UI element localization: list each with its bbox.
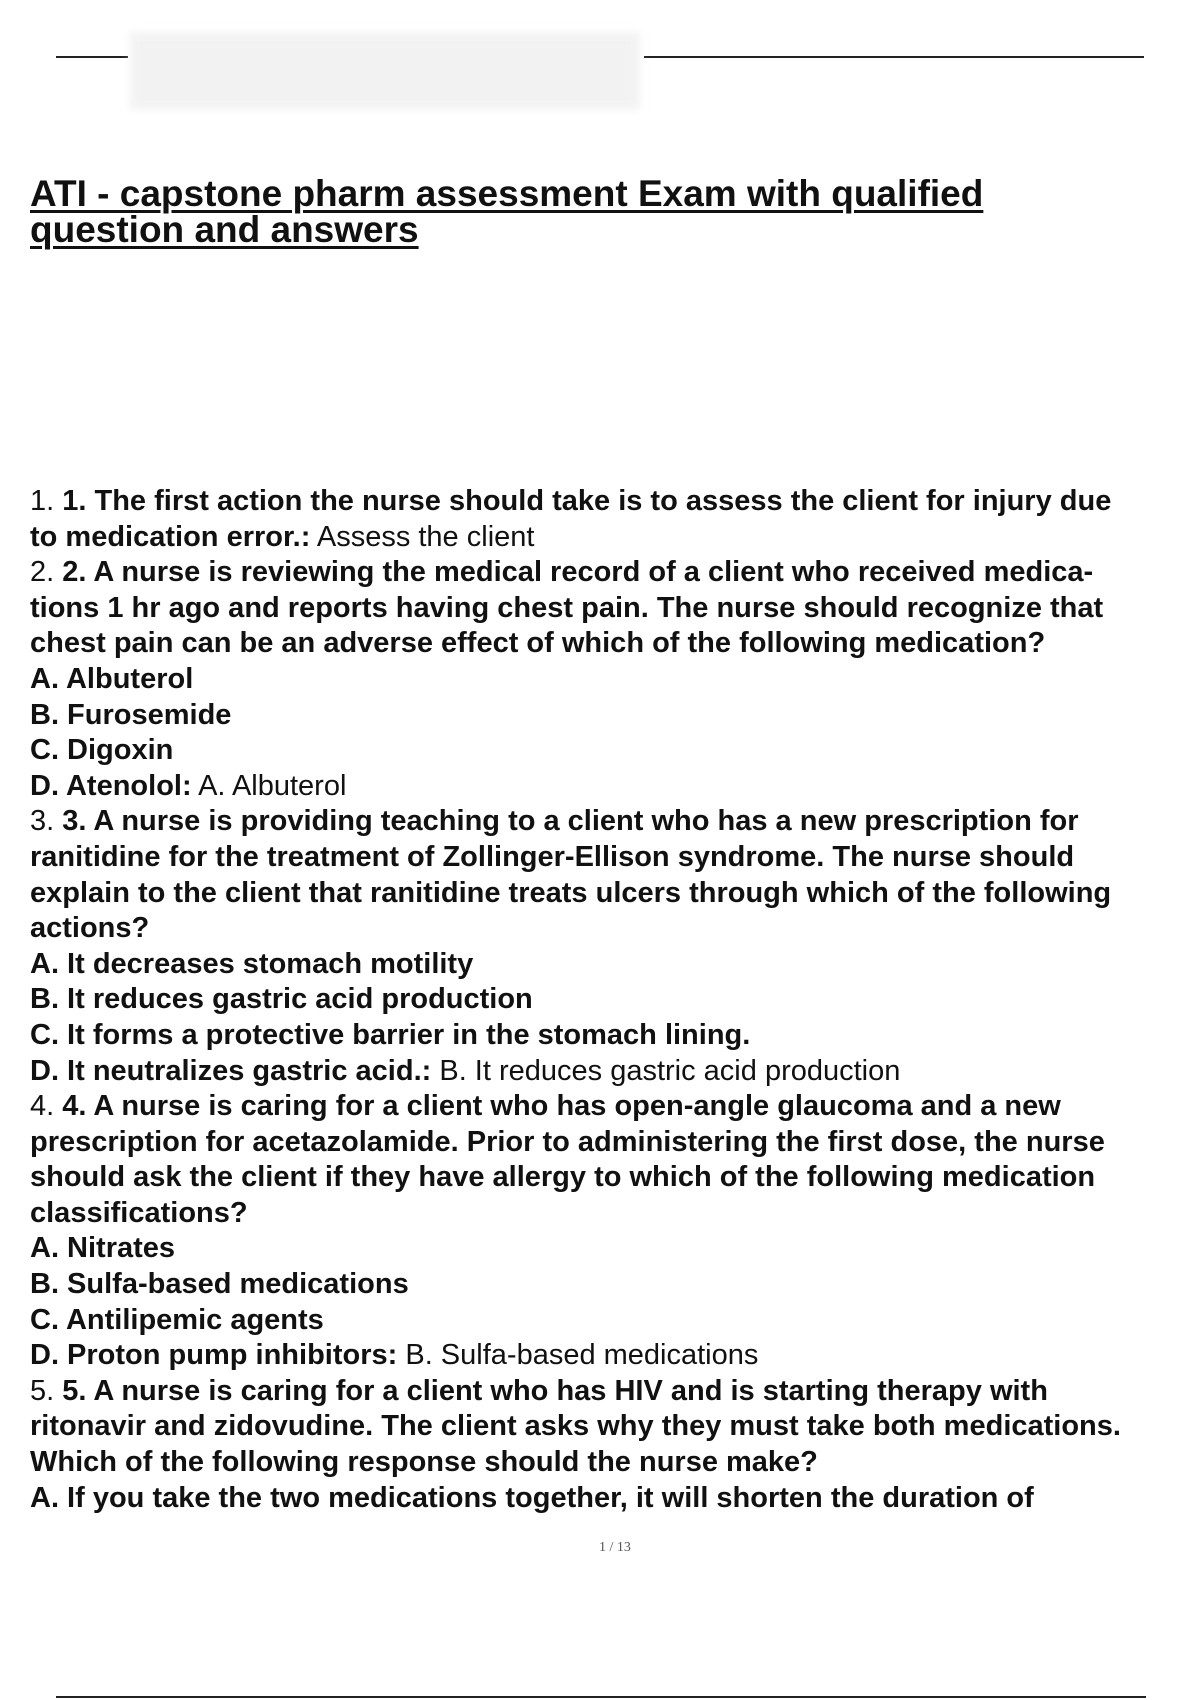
page-indicator: 1 / 13	[599, 1540, 631, 1555]
question-text: 5. A nurse is caring for a client who has HIV and is starting therapy with	[62, 1374, 1048, 1407]
question-text: to medication error.:	[30, 520, 311, 553]
text-line	[30, 662, 1200, 698]
question-list	[30, 484, 1200, 1516]
text-line	[30, 555, 1200, 591]
text-line	[30, 1303, 1200, 1339]
question-text: D. Proton pump inhibitors:	[30, 1339, 398, 1372]
blurred-header-watermark	[130, 32, 640, 110]
title-line-1: ATI - capstone pharm assessment Exam with qualified	[30, 173, 984, 214]
question-text: A. Albuterol	[30, 662, 194, 695]
question-number: 1.	[30, 485, 63, 517]
text-line	[30, 1196, 1200, 1232]
text-line	[30, 1267, 1200, 1303]
top-rule-right	[644, 56, 1144, 58]
question-number: 2.	[30, 556, 63, 589]
answer-text: Assess the client	[310, 520, 535, 553]
document-title	[30, 173, 1130, 250]
question-text: 1. The first action the nurse should take is to assess the client for injury due	[62, 485, 1112, 517]
question-text: 4. A nurse is caring for a client who has open-angle glaucoma and a new	[62, 1090, 1061, 1123]
question-number: 3.	[30, 805, 63, 838]
text-line	[30, 876, 1200, 912]
text-line	[30, 1054, 1200, 1090]
text-line	[30, 520, 1200, 556]
question-text: explain to the client that ranitidine treats ulcers through which of the following	[30, 876, 1112, 909]
question-text: ritonavir and zidovudine. The client asks why they must take both medications.	[30, 1410, 1121, 1443]
question-text: Which of the following response should the nurse make?	[30, 1446, 818, 1479]
text-line	[30, 1160, 1200, 1196]
question-number: 4.	[30, 1090, 63, 1123]
answer-text: A. Albuterol	[191, 769, 347, 802]
text-line	[30, 840, 1200, 876]
question-text: 2. A nurse is reviewing the medical record of a client who received medica-	[62, 556, 1094, 589]
question-text: C. Antilipemic agents	[30, 1303, 324, 1336]
text-line	[30, 1089, 1200, 1125]
top-rule-left	[56, 56, 128, 58]
question-text: chest pain can be an adverse effect of which of the following medication?	[30, 627, 1046, 660]
text-line	[30, 804, 1200, 840]
question-text: D. Atenolol:	[30, 769, 192, 802]
question-text: B. Furosemide	[30, 698, 232, 731]
question-text: C. It forms a protective barrier in the stomach lining.	[30, 1018, 751, 1051]
text-line	[30, 484, 1200, 520]
question-text: A. It decreases stomach motility	[30, 947, 474, 980]
title-line-2: question and answers	[30, 209, 419, 250]
text-line	[30, 1231, 1200, 1267]
question-text: tions 1 hr ago and reports having chest pain. The nurse should recognize that	[30, 591, 1104, 624]
text-line	[30, 982, 1200, 1018]
question-text: B. It reduces gastric acid production	[30, 983, 533, 1016]
text-line	[30, 947, 1200, 983]
question-text: classifications?	[30, 1196, 248, 1229]
text-line	[30, 1445, 1200, 1481]
question-text: actions?	[30, 912, 150, 945]
text-line	[30, 1481, 1200, 1517]
text-line	[30, 1338, 1200, 1374]
question-number: 5.	[30, 1374, 63, 1407]
answer-text: B. It reduces gastric acid production	[431, 1054, 901, 1087]
text-line	[30, 698, 1200, 734]
question-text: A. Nitrates	[30, 1232, 176, 1265]
text-line	[30, 733, 1200, 769]
question-text: D. It neutralizes gastric acid.:	[30, 1054, 432, 1087]
text-line	[30, 1374, 1200, 1410]
text-line	[30, 1018, 1200, 1054]
question-text: should ask the client if they have allergy to which of the following medication	[30, 1161, 1096, 1194]
question-text: B. Sulfa-based medications	[30, 1268, 409, 1301]
question-text: ranitidine for the treatment of Zollinger-Ellison syndrome. The nurse should	[30, 840, 1075, 873]
text-line	[30, 626, 1200, 662]
answer-text: B. Sulfa-based medications	[397, 1339, 759, 1372]
question-text: C. Digoxin	[30, 734, 174, 767]
text-line	[30, 911, 1200, 947]
question-text: prescription for acetazolamide. Prior to administering the first dose, the nurse	[30, 1125, 1105, 1158]
question-text: 3. A nurse is providing teaching to a client who has a new prescription for	[62, 805, 1079, 838]
text-line	[30, 1409, 1200, 1445]
text-line	[30, 769, 1200, 805]
text-line	[30, 591, 1200, 627]
bottom-rule	[56, 1696, 1146, 1698]
question-text: A. If you take the two medications together, it will shorten the duration of	[30, 1481, 1034, 1514]
text-line	[30, 1125, 1200, 1161]
